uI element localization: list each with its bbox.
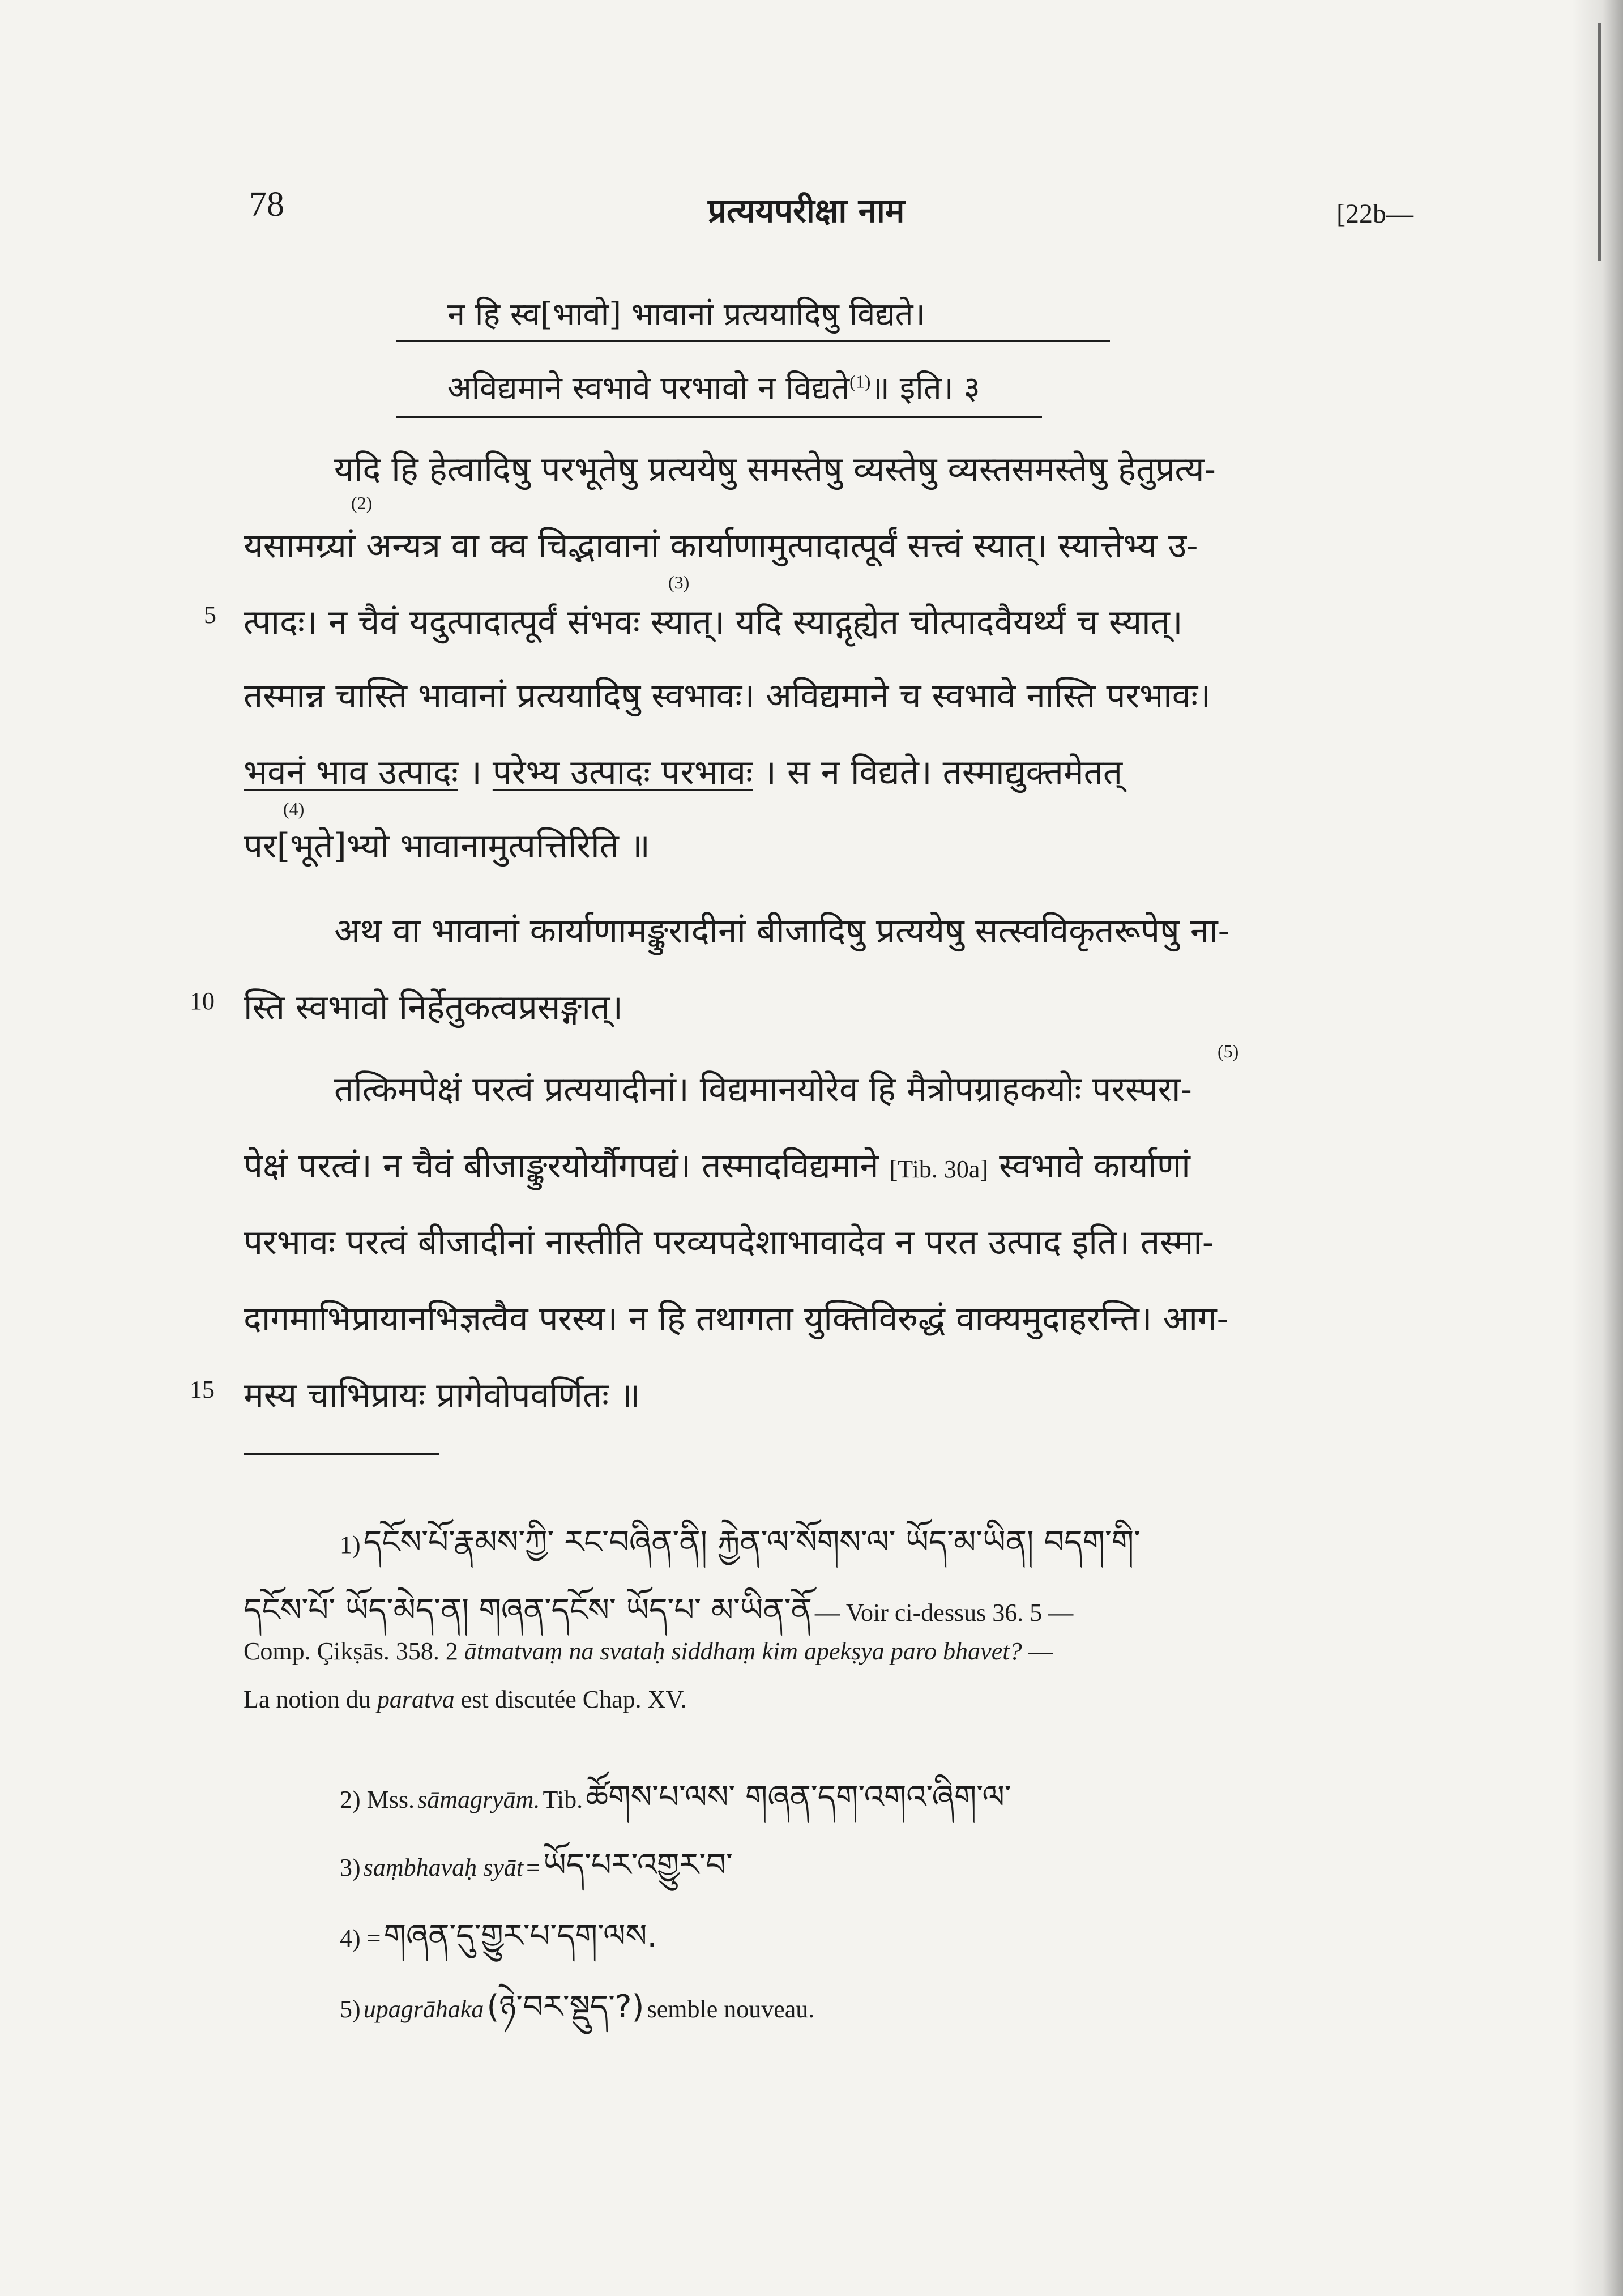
footnote-text: La notion du <box>244 1685 371 1713</box>
scan-binding-mark <box>1598 23 1601 261</box>
footnote-label: 1) <box>340 1531 361 1559</box>
footnote-marker: (1) <box>849 371 871 392</box>
footnote-label: 4) = <box>340 1924 381 1952</box>
commentary-line: स्ति स्वभावो निर्हेतुकत्वप्रसङ्गात्। <box>244 988 623 1027</box>
line-part: स्वभावे कार्याणां <box>999 1146 1190 1186</box>
separator: । <box>458 753 493 792</box>
footnote-text: = <box>526 1854 540 1881</box>
footnote-text: — Voir ci-dessus 36. 5 — <box>814 1599 1074 1627</box>
footnote-italic: saṃbhavaḥ syāt <box>363 1854 524 1881</box>
verse-line-1: न हि स्व[भावो] भावानां प्रत्ययादिषु विद्यते। <box>447 296 925 333</box>
commentary-line <box>244 748 1122 794</box>
footnote-marker: (2) <box>351 493 373 513</box>
tibetan-text: དངོས་པོ་རྣམས་ཀྱི་ རང་བཞིན་ནི། རྐྱེན་ལ་སོགས་ལ་ ཡོད་མ་ཡིན། བདག་གི་ <box>363 1524 1141 1561</box>
tibetan-text: ཚོགས་པ་ལས་ གཞན་དག་འགའ་ཞིག་ལ་ <box>586 1779 1011 1816</box>
commentary-line: त्पादः। न चैवं यदुत्पादात्पूर्वं संभवः स्यात्। यदि स्याद्गृह्येत चोत्पादवैयर्थ्यं च स्यात्। <box>244 603 1183 642</box>
line-number: 5 <box>204 601 216 629</box>
commentary-line: तस्मान्न चास्ति भावानां प्रत्ययादिषु स्वभावः। अविद्यमाने च स्वभावे नास्ति परभावः। <box>244 676 1211 716</box>
underlined-gloss: भवनं भाव उत्पादः <box>244 753 458 792</box>
commentary-line: मस्य चाभिप्रायः प्रागेवोपवर्णितः ॥ <box>244 1376 640 1415</box>
page-number: 78 <box>249 185 284 224</box>
verse-line-2-text: अविद्यमाने स्वभावे परभावो न विद्यते <box>447 370 850 407</box>
verse-line-2-end: ॥ इति। ३ <box>870 370 980 407</box>
commentary-line: परभावः परत्वं बीजादीनां नास्तीति परव्यपदेशाभावादेव न परत उत्पाद इति। तस्मा- <box>244 1223 1214 1262</box>
footnote-1-line-3 <box>244 1637 1053 1666</box>
tibetan-text: (ཉེ་བར་སྡུད་?) <box>486 1988 644 2025</box>
footnote-rule <box>244 1453 439 1455</box>
commentary-line: यसामग्र्यां अन्यत्र वा क्व चिद्भावानां कार्याणामुत्पादात्पूर्वं सत्त्वं स्यात्। स्यात्तेभ्य उ- <box>244 526 1198 566</box>
scan-shadow-edge <box>1572 0 1623 2296</box>
footnote-italic: paratva <box>377 1685 455 1713</box>
tibetan-text: གཞན་དུ་གྱུར་པ་དག་ལས. <box>383 1918 657 1954</box>
folio-reference: [22b— <box>1336 199 1413 229</box>
footnote-label: 3) <box>340 1854 361 1881</box>
tibetan-text: ཡོད་པར་འགྱུར་བ་ <box>543 1847 733 1884</box>
commentary-line: अथ वा भावानां कार्याणामङ्कुरादीनां बीजादिषु प्रत्ययेषु सत्स्वविकृतरूपेषु ना- <box>334 911 1229 951</box>
verse-underline-2 <box>396 416 1042 418</box>
commentary-line: यदि हि हेत्वादिषु परभूतेषु प्रत्ययेषु समस्तेषु व्यस्तेषु व्यस्तसमस्तेषु हेतुप्रत्य- <box>334 450 1216 489</box>
line-number: 15 <box>190 1376 215 1403</box>
footnote-marker: (5) <box>1218 1041 1239 1061</box>
underlined-gloss: परेभ्य उत्पादः परभावः <box>492 753 753 792</box>
tibetan-folio-ref: [Tib. 30a] <box>889 1155 989 1183</box>
line-rest: । स न विद्यते। तस्माद्युक्तमेतत् <box>753 753 1123 792</box>
verse-underline-1 <box>396 340 1110 342</box>
tibetan-text: དངོས་པོ་ ཡོད་མེད་ན། གཞན་དངོས་ ཡོད་པ་ མ་ཡིན་ནོ <box>244 1592 812 1629</box>
verse-line-2 <box>447 365 980 408</box>
footnote-text: — <box>1028 1637 1053 1665</box>
line-part: पेक्षं परत्वं। न चैवं बीजाङ्कुरयोर्यौगपद्यं। तस्मादविद्यमाने <box>244 1146 879 1186</box>
footnote-label: 5) <box>340 1995 361 2023</box>
running-title: प्रत्ययपरीक्षा नाम <box>708 191 905 230</box>
footnote-italic: upagrāhaka <box>363 1995 484 2023</box>
footnote-marker: (4) <box>283 799 305 819</box>
commentary-line: दागमाभिप्रायानभिज्ञत्वैव परस्य। न हि तथागता युक्तिविरुद्धं वाक्यमुदाहरन्ति। आग- <box>244 1299 1228 1339</box>
footnote-text: semble nouveau. <box>647 1995 815 2023</box>
line-number: 10 <box>190 987 215 1015</box>
footnote-5 <box>340 1971 814 2060</box>
footnote-label: 2) Mss. <box>340 1786 415 1813</box>
commentary-line: तत्किमपेक्षं परत्वं प्रत्ययादीनां। विद्यमानयोरेव हि मैत्रोपग्राहकयोः परस्परा- <box>334 1070 1192 1109</box>
commentary-line: पर[भूते]भ्यो भावानामुत्पत्तिरिति ॥ <box>244 826 650 866</box>
footnote-marker: (3) <box>668 572 690 592</box>
footnote-italic: sāmagryām. <box>417 1786 540 1813</box>
footnote-1-line-4 <box>244 1685 687 1714</box>
footnote-text: Tib. <box>543 1786 583 1813</box>
footnote-italic: ātmatvaṃ na svataḥ siddhaṃ kim apekṣya paro bhavet? <box>464 1637 1022 1665</box>
commentary-line <box>244 1141 1190 1188</box>
footnote-text: Comp. Çikṣās. 358. 2 <box>244 1637 458 1665</box>
footnote-text: est discutée Chap. XV. <box>460 1685 687 1713</box>
